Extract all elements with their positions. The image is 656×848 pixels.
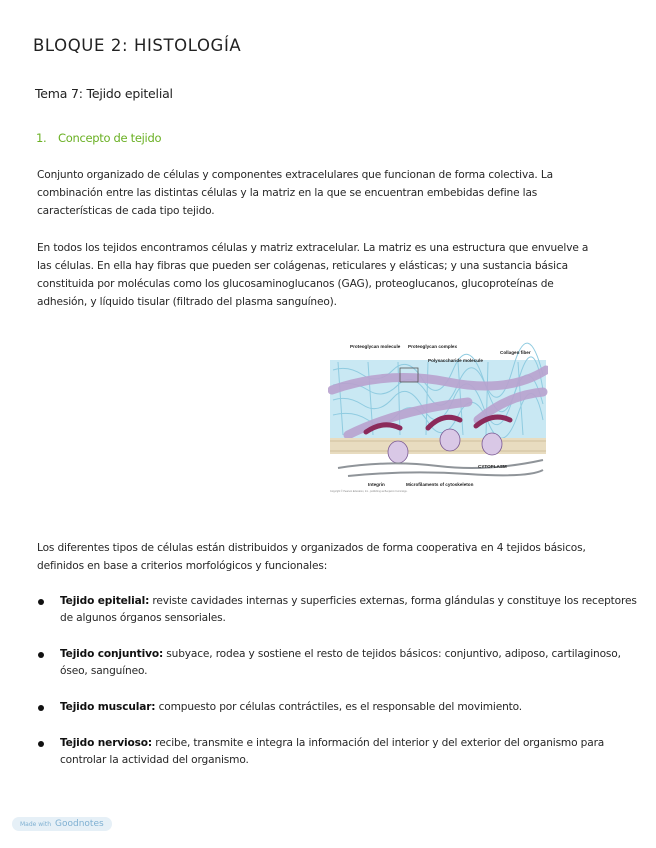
bullet-icon <box>38 652 44 658</box>
bullet-text: recibe, transmite e integra la información del interior y del exterior del organismo para controlar la actividad del organismo. <box>60 737 605 766</box>
matrix-illustration <box>328 340 548 493</box>
paragraph-tissue-definition: Conjunto organizado de células y componentes extracelulares que funcionan de forma colectiva. La combinación entre las distintas células y la matriz en la que se encuentran embebidas define las características de cada tipo tejido. <box>37 169 553 217</box>
label-microfilaments: Microfilaments of cytoskeleton <box>406 482 474 487</box>
figure-credit: Copyright © Pearson Education, Inc., publishing as Benjamin Cummings. <box>330 490 408 493</box>
paragraph-extracellular-matrix: En todos los tejidos encontramos células y matriz extracelular. La matriz es una estructura que envuelve a las células. En ella hay fibras que pueden ser colágenas, reticulares y elásticas; y una sustancia básica constituida por moléculas como los glucosaminoglucanos (GAG), proteoglucanos, glucoproteínas de adhesión, y líquido tisular (filtrado del plasma sanguíneo). <box>37 242 589 308</box>
bullet-term: Tejido muscular: <box>60 701 156 713</box>
bullet-text: reviste cavidades internas y superficies externas, forma glándulas y constituye los receptores de algunos órganos sensoriales. <box>60 595 637 624</box>
label-proteoglycan-molecule: Proteoglycan molecule <box>350 344 401 349</box>
label-integrin: Integrin <box>368 482 385 487</box>
bullet-icon <box>38 741 44 747</box>
label-polysaccharide-molecule: Polysaccharide molecule <box>428 358 483 363</box>
plasma-membrane <box>330 438 546 454</box>
bullet-term: Tejido conjuntivo: <box>60 648 164 660</box>
goodnotes-brand: Goodnotes <box>55 819 104 829</box>
made-with-label: Made with <box>20 821 51 828</box>
bullet-term: Tejido epitelial: <box>60 595 150 607</box>
extracellular-matrix-figure <box>328 340 548 493</box>
label-proteoglycan-complex: Proteoglycan complex <box>408 344 458 349</box>
label-collagen-fiber: Collagen fiber <box>500 350 531 355</box>
tissue-types-list <box>38 593 638 769</box>
bullet-icon <box>38 599 44 605</box>
paragraph-tissue-types: Los diferentes tipos de células están distribuidos y organizados de forma cooperativa en 4 tejidos básicos, definidos en base a criterios morfológicos y funcionales: <box>37 542 586 572</box>
document-title: BLOQUE 2: HISTOLOGÍA <box>33 36 242 55</box>
list-item <box>38 699 638 716</box>
label-cytoplasm: CYTOPLASM <box>478 464 507 469</box>
bullet-text: compuesto por células contráctiles, es el responsable del movimiento. <box>155 701 523 713</box>
bullet-icon <box>38 705 44 711</box>
goodnotes-badge[interactable] <box>12 817 112 831</box>
section-title: Concepto de tejido <box>58 131 162 145</box>
list-item <box>38 646 638 680</box>
bullet-text: subyace, rodea y sostiene el resto de tejidos básicos: conjuntivo, adiposo, cartilaginoso, óseo, sanguíneo. <box>60 648 621 677</box>
list-item <box>38 735 638 769</box>
bullet-term: Tejido nervioso: <box>60 737 153 749</box>
section-heading <box>36 131 161 145</box>
topic-heading: Tema 7: Tejido epitelial <box>35 86 173 101</box>
list-item <box>38 593 638 627</box>
section-number: 1. <box>36 131 47 145</box>
